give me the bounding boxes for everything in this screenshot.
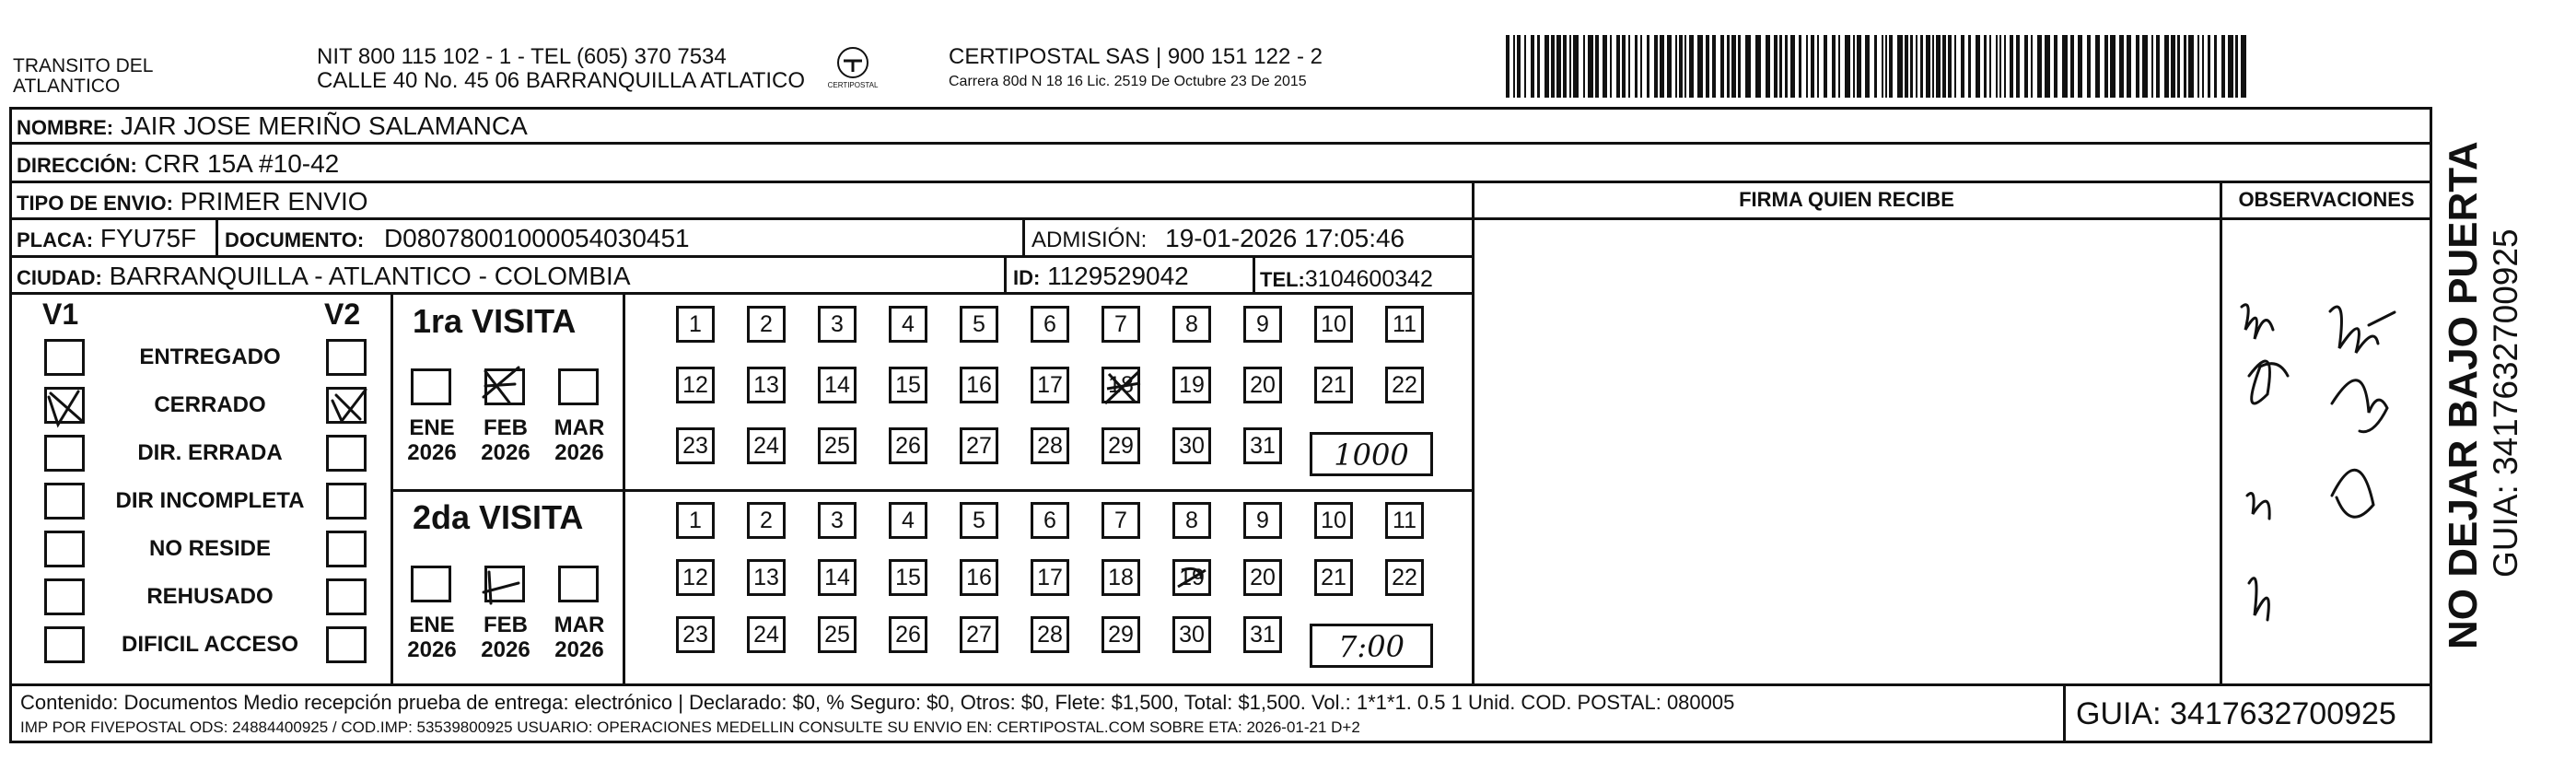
day-box[interactable]: 29 bbox=[1102, 616, 1140, 653]
status-option-label: CERRADO bbox=[154, 392, 266, 417]
check-mark-icon bbox=[323, 384, 379, 439]
sender-line-2: ATLANTICO bbox=[13, 76, 121, 97]
address-line: CALLE 40 No. 45 06 BARRANQUILLA ATLATICO bbox=[317, 68, 806, 93]
admision-value: 19-01-2026 17:05:46 bbox=[1165, 224, 1405, 252]
day-box[interactable]: 11 bbox=[1385, 502, 1424, 539]
status-option-label: DIFICIL ACCESO bbox=[121, 632, 298, 657]
day-box[interactable]: 26 bbox=[889, 427, 927, 464]
handwritten-mark-icon bbox=[1102, 367, 1144, 407]
day-box[interactable]: 5 bbox=[960, 306, 998, 343]
day-box[interactable]: 14 bbox=[818, 559, 857, 596]
day-box[interactable]: 5 bbox=[960, 502, 998, 539]
v2-label: V2 bbox=[324, 298, 361, 331]
day-box[interactable]: 30 bbox=[1172, 616, 1211, 653]
day-box[interactable]: 7 bbox=[1102, 502, 1140, 539]
day-box[interactable]: 6 bbox=[1031, 502, 1069, 539]
documento-label: DOCUMENTO: bbox=[225, 228, 365, 251]
certipostal-logo bbox=[827, 44, 879, 96]
day-box[interactable]: 6 bbox=[1031, 306, 1069, 343]
id-label: ID: bbox=[1013, 266, 1041, 289]
id-value: 1129529042 bbox=[1047, 262, 1189, 290]
month-checkbox[interactable] bbox=[411, 368, 451, 405]
month-checkbox[interactable] bbox=[558, 566, 599, 602]
v2-checkbox[interactable] bbox=[326, 531, 367, 567]
placa-value: FYU75F bbox=[99, 224, 197, 252]
day-box[interactable]: 22 bbox=[1385, 559, 1424, 596]
day-box[interactable]: 9 bbox=[1243, 502, 1282, 539]
day-box[interactable]: 30 bbox=[1172, 427, 1211, 464]
admision-label: ADMISIÓN: bbox=[1032, 228, 1148, 252]
company-line: CERTIPOSTAL SAS | 900 151 122 - 2 bbox=[949, 44, 1323, 69]
visit1-time-box[interactable] bbox=[1310, 432, 1433, 476]
v1-checkbox[interactable] bbox=[44, 483, 85, 520]
status-option-label: REHUSADO bbox=[146, 584, 274, 609]
v1-checkbox[interactable] bbox=[44, 531, 85, 567]
tel-label: TEL: bbox=[1260, 268, 1305, 291]
day-box[interactable]: 24 bbox=[747, 616, 786, 653]
nombre-value: JAIR JOSE MERIÑO SALAMANCA bbox=[120, 111, 528, 140]
status-option-label: DIR INCOMPLETA bbox=[115, 488, 305, 513]
day-box[interactable]: 21 bbox=[1314, 367, 1353, 403]
v1-checkbox[interactable] bbox=[44, 339, 85, 376]
v1-checkbox[interactable] bbox=[44, 435, 85, 472]
month-checkbox[interactable] bbox=[558, 368, 599, 405]
tipo-label: TIPO DE ENVIO: bbox=[17, 192, 173, 215]
status-option-label: DIR. ERRADA bbox=[137, 440, 283, 465]
tipo-value: PRIMER ENVIO bbox=[180, 187, 368, 216]
day-box[interactable]: 28 bbox=[1031, 427, 1069, 464]
day-box[interactable]: 4 bbox=[889, 306, 927, 343]
barcode bbox=[1506, 35, 2252, 98]
day-box[interactable]: 13 bbox=[747, 559, 786, 596]
day-box[interactable]: 31 bbox=[1243, 427, 1282, 464]
day-box[interactable]: 4 bbox=[889, 502, 927, 539]
day-box[interactable]: 26 bbox=[889, 616, 927, 653]
ciudad-value: BARRANQUILLA - ATLANTICO - COLOMBIA bbox=[109, 262, 631, 290]
day-box[interactable]: 18 bbox=[1102, 559, 1140, 596]
v2-checkbox[interactable] bbox=[326, 435, 367, 472]
day-box[interactable]: 3 bbox=[818, 502, 857, 539]
v1-checkbox[interactable] bbox=[44, 578, 85, 615]
day-box[interactable]: 17 bbox=[1031, 559, 1069, 596]
day-box[interactable]: 23 bbox=[676, 427, 715, 464]
day-box[interactable]: 18 bbox=[1102, 367, 1140, 403]
status-option-label: NO RESIDE bbox=[148, 536, 272, 561]
v2-checkbox[interactable] bbox=[326, 578, 367, 615]
documento-value: D08078001000054030451 bbox=[383, 224, 690, 252]
footer-imp: IMP POR FIVEPOSTAL ODS: 24884400925 / COD.IMP: 53539800925 USUARIO: OPERACIONES MEDELLIN CONSULTE SU ENVIO EN: CERTIPOSTAL.COM SOBRE ETA: 2026-01-21 D+2 bbox=[20, 718, 1360, 736]
direccion-row bbox=[17, 150, 339, 180]
day-box[interactable]: 1 bbox=[676, 502, 715, 539]
day-box[interactable]: 1 bbox=[676, 306, 715, 343]
day-box[interactable]: 11 bbox=[1385, 306, 1424, 343]
day-box[interactable]: 12 bbox=[676, 559, 715, 596]
day-box[interactable]: 24 bbox=[747, 427, 786, 464]
handwritten-mark-icon bbox=[1172, 559, 1215, 600]
day-box[interactable]: 17 bbox=[1031, 367, 1069, 403]
day-box[interactable]: 15 bbox=[889, 559, 927, 596]
footer-contenido: Contenido: Documentos Medio recepción prueba de entrega: electrónico | Declarado: $0, % Seguro: $0, Otros: $0, Flete: $1,500, Total: $1,500. Vol.: 1*1*1. 0.5 1 Unid. COD. POSTAL: 080005 bbox=[20, 691, 1735, 714]
day-box[interactable]: 2 bbox=[747, 306, 786, 343]
month-label: FEB 2026 bbox=[481, 613, 530, 662]
direccion-label: DIRECCIÓN: bbox=[17, 154, 137, 177]
side-guia: GUIA: 3417632700925 bbox=[2487, 228, 2524, 578]
day-box[interactable]: 19 bbox=[1172, 559, 1211, 596]
logo-text: CERTIPOSTAL bbox=[827, 81, 879, 89]
license-line: Carrera 80d N 18 16 Lic. 2519 De Octubre 23 De 2015 bbox=[949, 74, 1307, 89]
day-box[interactable]: 29 bbox=[1102, 427, 1140, 464]
firma-label: FIRMA QUIEN RECIBE bbox=[1739, 188, 1954, 211]
nombre-label: NOMBRE: bbox=[17, 116, 114, 139]
day-box[interactable]: 31 bbox=[1243, 616, 1282, 653]
month-label: FEB 2026 bbox=[481, 415, 530, 465]
day-box[interactable]: 23 bbox=[676, 616, 715, 653]
nit-line: NIT 800 115 102 - 1 - TEL (605) 370 7534 bbox=[317, 44, 727, 69]
day-box[interactable]: 7 bbox=[1102, 306, 1140, 343]
observaciones-handwriting bbox=[2221, 219, 2431, 683]
admision-cell bbox=[1032, 225, 1405, 254]
day-box[interactable]: 21 bbox=[1314, 559, 1353, 596]
tel-cell bbox=[1260, 265, 1433, 294]
v2-checkbox[interactable] bbox=[326, 483, 367, 520]
placa-label: PLACA: bbox=[17, 228, 94, 251]
v1-checkbox[interactable] bbox=[44, 387, 85, 424]
day-box[interactable]: 25 bbox=[818, 616, 857, 653]
day-box[interactable]: 10 bbox=[1314, 502, 1353, 539]
day-box[interactable]: 8 bbox=[1172, 306, 1211, 343]
visit1-time: 1000 bbox=[1334, 438, 1409, 473]
status-option-label: ENTREGADO bbox=[139, 344, 281, 369]
v1-checkbox[interactable] bbox=[44, 626, 85, 663]
documento-cell bbox=[225, 225, 690, 254]
day-box[interactable]: 19 bbox=[1172, 367, 1211, 403]
tipo-row bbox=[17, 188, 368, 217]
visit2-time: 7:00 bbox=[1338, 629, 1405, 664]
day-box[interactable]: 25 bbox=[818, 427, 857, 464]
footer-guia: GUIA: 3417632700925 bbox=[2076, 696, 2396, 731]
v2-checkbox[interactable] bbox=[326, 626, 367, 663]
visit2-time-box[interactable] bbox=[1310, 624, 1433, 668]
day-box[interactable]: 28 bbox=[1031, 616, 1069, 653]
side-warning: NO DEJAR BAJO PUERTA bbox=[2441, 141, 2486, 649]
day-box[interactable]: 27 bbox=[960, 427, 998, 464]
month-checkbox[interactable] bbox=[484, 368, 525, 405]
day-box[interactable]: 20 bbox=[1243, 367, 1282, 403]
check-mark-icon bbox=[41, 384, 97, 439]
tel-value: 3104600342 bbox=[1304, 266, 1433, 292]
visit2-title: 2da VISITA bbox=[413, 498, 584, 536]
month-label: ENE 2026 bbox=[407, 415, 457, 465]
day-box[interactable]: 3 bbox=[818, 306, 857, 343]
month-label: ENE 2026 bbox=[407, 613, 457, 662]
day-box[interactable]: 2 bbox=[747, 502, 786, 539]
v1-label: V1 bbox=[42, 298, 79, 331]
direccion-value: CRR 15A #10-42 bbox=[144, 149, 340, 178]
day-box[interactable]: 27 bbox=[960, 616, 998, 653]
sender-line-1: TRANSITO DEL bbox=[13, 55, 154, 76]
check-mark-icon bbox=[482, 563, 537, 618]
observaciones-label: OBSERVACIONES bbox=[2238, 188, 2415, 211]
check-mark-icon bbox=[482, 366, 537, 421]
month-label: MAR 2026 bbox=[554, 415, 605, 465]
month-checkbox[interactable] bbox=[411, 566, 451, 602]
day-box[interactable]: 16 bbox=[960, 559, 998, 596]
day-box[interactable]: 12 bbox=[676, 367, 715, 403]
day-box[interactable]: 10 bbox=[1314, 306, 1353, 343]
day-box[interactable]: 13 bbox=[747, 367, 786, 403]
month-label: MAR 2026 bbox=[554, 613, 605, 662]
day-box[interactable]: 22 bbox=[1385, 367, 1424, 403]
nombre-row bbox=[17, 112, 528, 142]
v2-checkbox[interactable] bbox=[326, 339, 367, 376]
month-checkbox[interactable] bbox=[484, 566, 525, 602]
day-box[interactable]: 9 bbox=[1243, 306, 1282, 343]
day-box[interactable]: 15 bbox=[889, 367, 927, 403]
visit1-title: 1ra VISITA bbox=[413, 302, 577, 340]
day-box[interactable]: 16 bbox=[960, 367, 998, 403]
ciudad-row bbox=[17, 263, 631, 292]
day-box[interactable]: 14 bbox=[818, 367, 857, 403]
placa-cell bbox=[17, 225, 196, 254]
day-box[interactable]: 20 bbox=[1243, 559, 1282, 596]
day-box[interactable]: 8 bbox=[1172, 502, 1211, 539]
ciudad-label: CIUDAD: bbox=[17, 266, 102, 289]
v2-checkbox[interactable] bbox=[326, 387, 367, 424]
id-cell bbox=[1013, 263, 1189, 292]
